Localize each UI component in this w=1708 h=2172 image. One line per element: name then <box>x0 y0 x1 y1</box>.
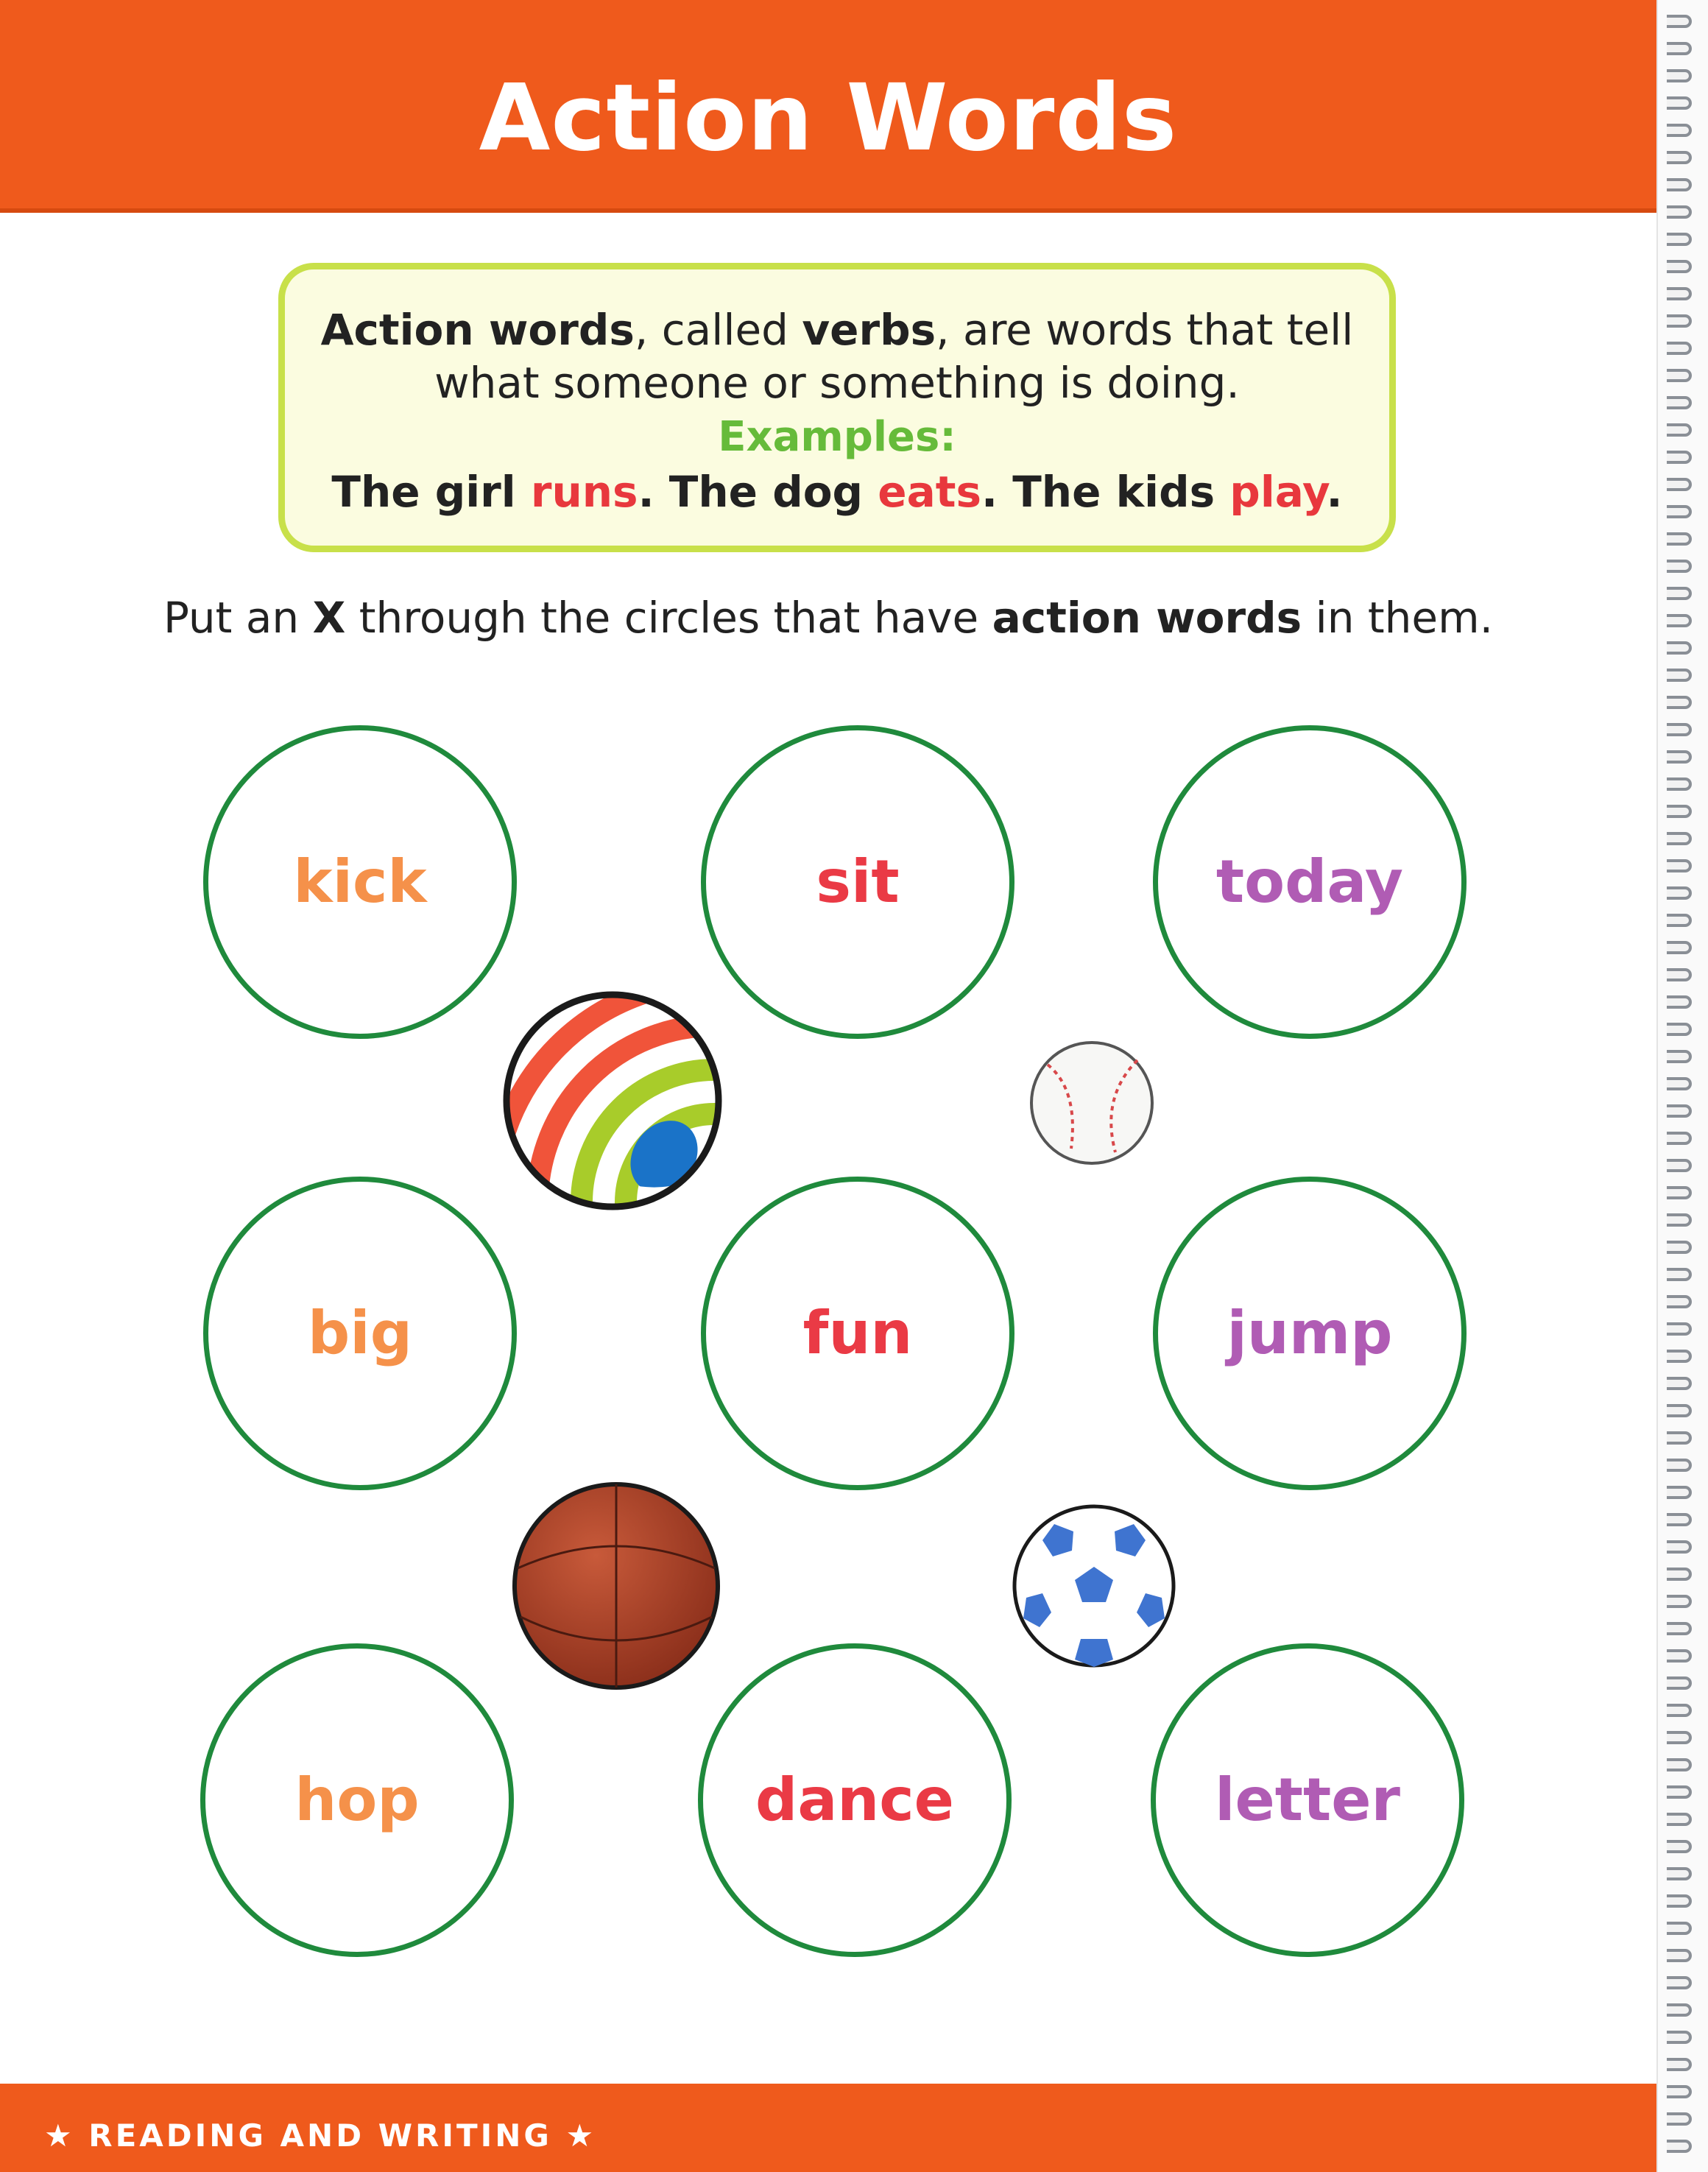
word-label: hop <box>294 1766 420 1834</box>
spiral-coil <box>1667 1894 1692 1908</box>
spiral-coil <box>1667 1649 1692 1663</box>
spiral-coil <box>1667 342 1692 355</box>
word-circle-jump[interactable] <box>1153 1177 1467 1490</box>
spiral-coil <box>1667 1159 1692 1172</box>
spiral-coil <box>1667 178 1692 191</box>
spiral-coil <box>1667 1976 1692 1989</box>
spiral-coil <box>1667 1568 1692 1581</box>
spiral-coil <box>1667 1050 1692 1063</box>
striped-ball-icon <box>501 989 724 1213</box>
example-text: . <box>1326 467 1343 517</box>
spiral-coil <box>1667 478 1692 491</box>
spiral-coil <box>1667 532 1692 546</box>
examples-label: Examples: <box>718 413 956 461</box>
word-label: sit <box>816 847 900 916</box>
spiral-coil <box>1667 1104 1692 1118</box>
word-circle-dance[interactable] <box>698 1643 1012 1957</box>
example-text: . The kids <box>981 467 1230 517</box>
definition-box <box>278 263 1396 552</box>
examples-line <box>285 465 1389 518</box>
spiral-coil <box>1667 1132 1692 1145</box>
spiral-coil <box>1667 641 1692 655</box>
spiral-coil <box>1667 369 1692 382</box>
spiral-coil <box>1667 2085 1692 2098</box>
spiral-coil <box>1667 2112 1692 2126</box>
spiral-coil <box>1667 287 1692 300</box>
word-circle-sit[interactable] <box>701 725 1014 1039</box>
spiral-coil <box>1667 69 1692 82</box>
spiral-coil <box>1667 805 1692 818</box>
spiral-coil <box>1667 587 1692 600</box>
spiral-coil <box>1667 995 1692 1009</box>
spiral-coil <box>1667 669 1692 682</box>
spiral-coil <box>1667 1949 1692 1962</box>
word-circle-today[interactable] <box>1153 725 1467 1039</box>
spiral-coil <box>1667 723 1692 736</box>
spiral-coil <box>1667 1867 1692 1880</box>
term-action-words: Action words <box>320 305 635 355</box>
spiral-coil <box>1667 205 1692 219</box>
spiral-coil <box>1667 1595 1692 1608</box>
instruction-part: in them. <box>1302 593 1494 643</box>
spiral-coil <box>1667 15 1692 28</box>
spiral-coil <box>1667 2058 1692 2071</box>
spiral-coil <box>1667 124 1692 137</box>
word-circle-hop[interactable] <box>200 1643 514 1957</box>
spiral-coil <box>1667 1813 1692 1826</box>
spiral-coil <box>1667 968 1692 981</box>
word-label: kick <box>293 847 427 916</box>
spiral-coil <box>1667 1077 1692 1090</box>
instruction-action-words: action words <box>992 593 1302 643</box>
spiral-coil <box>1667 42 1692 55</box>
spiral-coil <box>1667 1486 1692 1499</box>
spiral-coil <box>1667 2031 1692 2044</box>
spiral-coil <box>1667 396 1692 409</box>
word-label: big <box>308 1299 412 1367</box>
spiral-coil <box>1667 1322 1692 1336</box>
word-label: fun <box>802 1299 913 1367</box>
spiral-coil <box>1667 614 1692 627</box>
spiral-coil <box>1667 1268 1692 1281</box>
word-circle-big[interactable] <box>203 1177 517 1490</box>
spiral-coil <box>1667 1404 1692 1417</box>
word-circle-kick[interactable] <box>203 725 517 1039</box>
word-label: today <box>1215 847 1404 916</box>
spiral-coil <box>1667 1295 1692 1308</box>
word-circle-fun[interactable] <box>701 1177 1014 1490</box>
spiral-binding <box>1656 0 1708 2172</box>
definition-text: , called <box>634 305 802 355</box>
example-verb: play <box>1229 467 1327 517</box>
spiral-coil <box>1667 314 1692 328</box>
instruction-x: X <box>312 593 346 643</box>
spiral-coil <box>1667 886 1692 900</box>
spiral-coil <box>1667 941 1692 954</box>
example-verb: eats <box>878 467 981 517</box>
spiral-coil <box>1667 1377 1692 1390</box>
spiral-coil <box>1667 151 1692 164</box>
spiral-coil <box>1667 1704 1692 1717</box>
spiral-coil <box>1667 1350 1692 1363</box>
basketball-icon <box>510 1480 722 1692</box>
word-label: dance <box>755 1766 954 1834</box>
spiral-coil <box>1667 1213 1692 1227</box>
definition-line-2: what someone or something is doing. <box>434 358 1240 408</box>
example-text: . The dog <box>638 467 878 517</box>
soccer-ball-icon <box>1010 1502 1178 1670</box>
spiral-coil <box>1667 1758 1692 1771</box>
baseball-icon <box>1027 1038 1157 1168</box>
spiral-coil <box>1667 1023 1692 1036</box>
definition-line-1 <box>285 303 1389 356</box>
definition-text: , are words that tell <box>936 305 1354 355</box>
spiral-coil <box>1667 1513 1692 1526</box>
instruction-text <box>0 593 1656 644</box>
spiral-coil <box>1667 260 1692 273</box>
spiral-coil <box>1667 1922 1692 1935</box>
spiral-coil <box>1667 696 1692 709</box>
word-label: jump <box>1227 1299 1393 1367</box>
spiral-coil <box>1667 1540 1692 1554</box>
spiral-coil <box>1667 778 1692 791</box>
spiral-coil <box>1667 1676 1692 1690</box>
spiral-coil <box>1667 750 1692 764</box>
spiral-coil <box>1667 2140 1692 2153</box>
spiral-coil <box>1667 859 1692 872</box>
instruction-part: Put an <box>163 593 313 643</box>
spiral-coil <box>1667 1840 1692 1853</box>
term-verbs: verbs <box>802 305 936 355</box>
spiral-coil <box>1667 832 1692 845</box>
spiral-coil <box>1667 1431 1692 1445</box>
spiral-coil <box>1667 560 1692 573</box>
spiral-coil <box>1667 1785 1692 1799</box>
footer-section-label: ★ READING AND WRITING ★ <box>44 2118 597 2154</box>
spiral-coil <box>1667 505 1692 518</box>
example-text: The girl <box>331 467 531 517</box>
spiral-coil <box>1667 1459 1692 1472</box>
spiral-coil <box>1667 233 1692 246</box>
spiral-coil <box>1667 2003 1692 2017</box>
example-verb: runs <box>530 467 638 517</box>
spiral-coil <box>1667 914 1692 927</box>
word-label: letter <box>1215 1766 1400 1834</box>
word-circle-letter[interactable] <box>1151 1643 1464 1957</box>
spiral-coil <box>1667 1241 1692 1254</box>
instruction-part: through the circles that have <box>345 593 992 643</box>
page-title: Action Words <box>479 65 1178 172</box>
spiral-coil <box>1667 423 1692 437</box>
spiral-coil <box>1667 1186 1692 1199</box>
spiral-coil <box>1667 1731 1692 1744</box>
spiral-coil <box>1667 1622 1692 1635</box>
spiral-coil <box>1667 451 1692 464</box>
spiral-coil <box>1667 96 1692 110</box>
